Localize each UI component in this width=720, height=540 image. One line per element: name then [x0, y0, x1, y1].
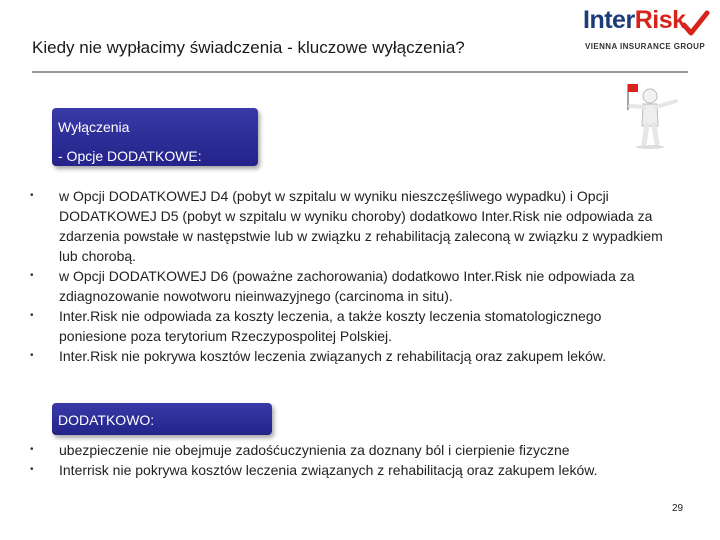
list-item	[30, 346, 670, 366]
bullet-icon: •	[30, 310, 34, 321]
list-item	[30, 266, 670, 306]
additionally-bullet-list	[30, 440, 670, 480]
slide-title: Kiedy nie wypłacimy świadczenia - kluczowe wyłączenia?	[32, 38, 465, 57]
figure-with-flag-icon	[610, 80, 682, 150]
additional-options-heading: - Opcje DODATKOWE:	[58, 148, 202, 164]
list-item-text: Inter.Risk nie pokrywa kosztów leczenia związanych z rehabilitacją oraz zakupem leków.	[59, 348, 607, 364]
logo-brand	[583, 6, 686, 35]
exclusions-bullet-list	[30, 186, 670, 366]
list-item-text: ubezpieczenie nie obejmuje zadośćuczynienia za doznany ból i cierpienie fizyczne	[59, 442, 570, 458]
bullet-icon: •	[30, 350, 34, 361]
list-item	[30, 440, 670, 460]
logo-tagline: VIENNA INSURANCE GROUP	[585, 42, 706, 51]
list-item-text: w Opcji DODATKOWEJ D4 (pobyt w szpitalu w wyniku nieszczęśliwego wypadku) i Opcji DODATKOWEJ D5 (pobyt w szpitalu w wyniku choroby) dodatkowo Inter.Risk nie odpowiada za zdarzenia powstałe w następstwie lub w związku z rehabilitacją zaleconą w związku z wypadkiem lub chorobą.	[59, 188, 663, 264]
list-item-text: Interrisk nie pokrywa kosztów leczenia związanych z rehabilitacją oraz zakupem leków.	[59, 462, 598, 478]
bullet-icon: •	[30, 270, 34, 281]
additionally-heading-box	[52, 403, 272, 435]
logo-brand-accent: Risk	[634, 6, 686, 34]
page-number: 29	[672, 503, 684, 514]
title-divider	[32, 71, 688, 73]
list-item-text: Inter.Risk nie odpowiada za koszty leczenia, a także koszty leczenia stomatologicznego poniesione poza terytorium Rzeczypospolitej Polskiej.	[59, 308, 602, 344]
list-item	[30, 460, 670, 480]
logo-brand-main: Inter	[583, 6, 635, 34]
exclusions-heading: Wyłączenia	[58, 119, 130, 135]
additionally-heading: DODATKOWO:	[58, 412, 155, 428]
bullet-icon: •	[30, 464, 34, 475]
list-item	[30, 186, 670, 266]
bullet-icon: •	[30, 190, 34, 201]
list-item	[30, 306, 670, 346]
logo-checkmark-icon	[680, 9, 710, 39]
bullet-icon: •	[30, 444, 34, 455]
exclusions-heading-box	[52, 108, 258, 166]
interrisk-logo	[575, 4, 715, 56]
list-item-text: w Opcji DODATKOWEJ D6 (poważne zachorowania) dodatkowo Inter.Risk nie odpowiada za zdiagnozowanie nowotworu nieinwazyjnego (carcinoma in situ).	[59, 268, 635, 304]
